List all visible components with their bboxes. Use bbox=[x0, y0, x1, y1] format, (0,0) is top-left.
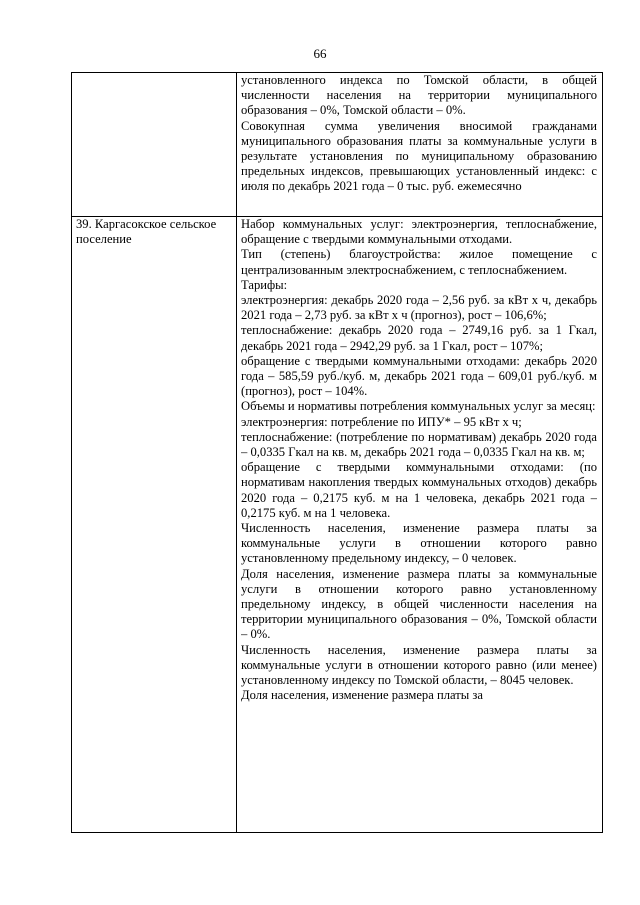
paragraph: теплоснабжение: (потребление по нормативам) декабрь 2020 года – 0,0335 Гкал на кв. м, декабрь 2021 года – 0,0335 Гкал на кв. м; bbox=[241, 429, 597, 460]
paragraph: обращение с твердыми коммунальными отходами: (по нормативам накопления твердых коммунальных отходов) декабрь 2020 года – 0,2175 куб. м на 1 человека, декабрь 2021 года – 0,2175 куб. м на 1 человека. bbox=[241, 460, 597, 520]
page-number: 66 bbox=[313, 46, 327, 61]
table-row-39 bbox=[72, 217, 603, 833]
paragraph: электроэнергия: декабрь 2020 года – 2,56 руб. за кВт х ч, декабрь 2021 года – 2,73 руб. за кВт х ч (прогноз), рост – 106,6%; bbox=[241, 293, 597, 323]
paragraph: Объемы и нормативы потребления коммунальных услуг за месяц: bbox=[241, 399, 596, 414]
municipality-cell bbox=[72, 217, 237, 833]
description-cell-continued bbox=[237, 73, 603, 217]
paragraph: теплоснабжение: декабрь 2020 года – 2749,16 руб. за 1 Гкал, декабрь 2021 года – 2942,29 руб. за 1 Гкал, рост – 107%; bbox=[241, 323, 597, 353]
paragraph: Доля населения, изменение размера платы за bbox=[241, 688, 483, 703]
paragraph: Набор коммунальных услуг: электроэнергия, теплоснабжение, обращение с твердыми коммунальными отходами. bbox=[241, 217, 597, 247]
paragraph: Совокупная сумма увеличения вносимой гражданами муниципального образования платы за коммунальные услуги в результате установления по муниципальному образованию предельных индексов, превышающих установленный индекс: с июля по декабрь 2021 года – 0 тыс. руб. ежемесячно bbox=[241, 118, 597, 194]
municipal-table bbox=[71, 72, 603, 833]
table-row-continued bbox=[72, 73, 603, 217]
paragraph: Тарифы: bbox=[241, 277, 288, 292]
paragraph: Численность населения, изменение размера платы за коммунальные услуги в отношении которого равно установленному предельному индексу, – 0 человек. bbox=[241, 521, 597, 566]
paragraph: Численность населения, изменение размера платы за коммунальные услуги в отношении которого равно (или менее) установленному индексу по Томской области, – 8045 человек. bbox=[241, 642, 597, 688]
paragraph: Тип (степень) благоустройства: жилое помещение с централизованным электроснабжением, с теплоснабжением. bbox=[241, 247, 597, 277]
paragraph: электроэнергия: потребление по ИПУ* – 95 кВт х ч; bbox=[241, 414, 522, 429]
paragraph: обращение с твердыми коммунальными отходами: декабрь 2020 года – 585,59 руб./куб. м, декабрь 2021 года – 609,01 руб./куб. м (прогноз), рост – 104%. bbox=[241, 353, 597, 399]
paragraph: Доля населения, изменение размера платы за коммунальные услуги в отношении которого равно установленному предельному индексу, в общей численности населения на территории муниципального образования – 0%, Томской области – 0%. bbox=[241, 566, 597, 642]
municipality-name: 39. Каргасокское сельское поселение bbox=[76, 217, 217, 247]
municipality-cell-empty bbox=[72, 73, 237, 217]
description-cell bbox=[237, 217, 603, 833]
paragraph: установленного индекса по Томской области, в общей численности населения на территории муниципального образования – 0%, Томской области – 0%. bbox=[241, 73, 597, 118]
